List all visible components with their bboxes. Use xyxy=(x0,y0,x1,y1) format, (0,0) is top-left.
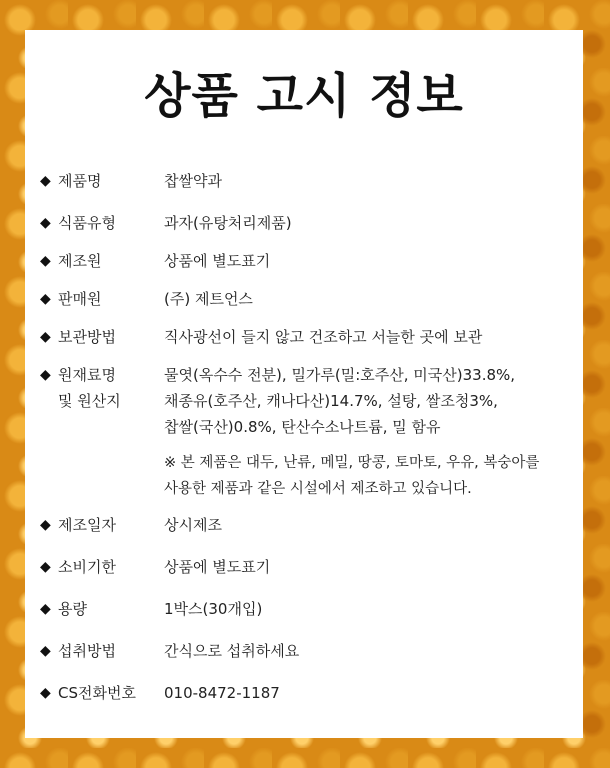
row-intake xyxy=(40,638,570,680)
row-value: 과자(유탕처리제품) xyxy=(164,214,292,232)
row-label: ◆ 제조일자 xyxy=(40,512,164,538)
row-storage xyxy=(40,324,570,362)
diamond-bullet-icon: ◆ xyxy=(40,685,51,701)
row-ingredients xyxy=(40,362,570,512)
row-cs-phone xyxy=(40,680,570,722)
row-value: 상시제조 xyxy=(164,516,222,534)
ingredients-line: 물엿(옥수수 전분), 밀가루(밀:호주산, 미국산)33.8%, xyxy=(164,366,516,384)
row-expiry xyxy=(40,554,570,596)
row-label: ◆ 판매원 xyxy=(40,286,164,312)
ingredients-line: 채종유(호주산, 캐나다산)14.7%, 설탕, 쌀조청3%, xyxy=(164,392,498,410)
row-volume xyxy=(40,596,570,638)
ingredients-line: 찹쌀(국산)0.8%, 탄산수소나트륨, 밀 함유 xyxy=(164,418,441,436)
row-value: 1박스(30개입) xyxy=(164,600,263,618)
row-label: ◆ 용량 xyxy=(40,596,164,622)
row-label: ◆ 제품명 xyxy=(40,168,164,194)
row-value: 010-8472-1187 xyxy=(164,684,280,702)
row-value: 상품에 별도표기 xyxy=(164,252,271,270)
diamond-bullet-icon: ◆ xyxy=(40,601,51,617)
row-label: ◆ 원재료명 및 원산지 xyxy=(40,362,164,414)
row-label: ◆ CS전화번호 xyxy=(40,680,164,706)
row-value: 찹쌀약과 xyxy=(164,172,222,190)
row-value xyxy=(164,362,570,502)
row-food-type xyxy=(40,210,570,248)
diamond-bullet-icon: ◆ xyxy=(40,517,51,533)
row-label: ◆ 보관방법 xyxy=(40,324,164,350)
diamond-bullet-icon: ◆ xyxy=(40,215,51,231)
row-manufacturer xyxy=(40,248,570,286)
diamond-bullet-icon: ◆ xyxy=(40,253,51,269)
row-seller xyxy=(40,286,570,324)
row-manufacture-date xyxy=(40,512,570,554)
row-value: 직사광선이 들지 않고 건조하고 서늘한 곳에 보관 xyxy=(164,328,483,346)
info-card xyxy=(25,30,583,738)
row-label: ◆ 소비기한 xyxy=(40,554,164,580)
diamond-bullet-icon: ◆ xyxy=(40,559,51,575)
allergen-note: ※ 본 제품은 대두, 난류, 메밀, 땅콩, 토마토, 우유, 복숭아를 사용한 제품과 같은 시설에서 제조하고 있습니다. xyxy=(164,455,540,497)
diamond-bullet-icon: ◆ xyxy=(40,173,51,189)
row-label: ◆ 식품유형 xyxy=(40,210,164,236)
diamond-bullet-icon: ◆ xyxy=(40,643,51,659)
row-value: (주) 제트언스 xyxy=(164,290,253,308)
diamond-bullet-icon: ◆ xyxy=(40,291,51,307)
diamond-bullet-icon: ◆ xyxy=(40,329,51,345)
row-value: 상품에 별도표기 xyxy=(164,558,271,576)
row-value: 간식으로 섭취하세요 xyxy=(164,642,300,660)
row-label: ◆ 섭취방법 xyxy=(40,638,164,664)
info-list xyxy=(40,168,570,722)
page-title: 상품 고시 정보 xyxy=(144,68,464,124)
diamond-bullet-icon: ◆ xyxy=(40,367,51,383)
row-product-name xyxy=(40,168,570,210)
row-label: ◆ 제조원 xyxy=(40,248,164,274)
